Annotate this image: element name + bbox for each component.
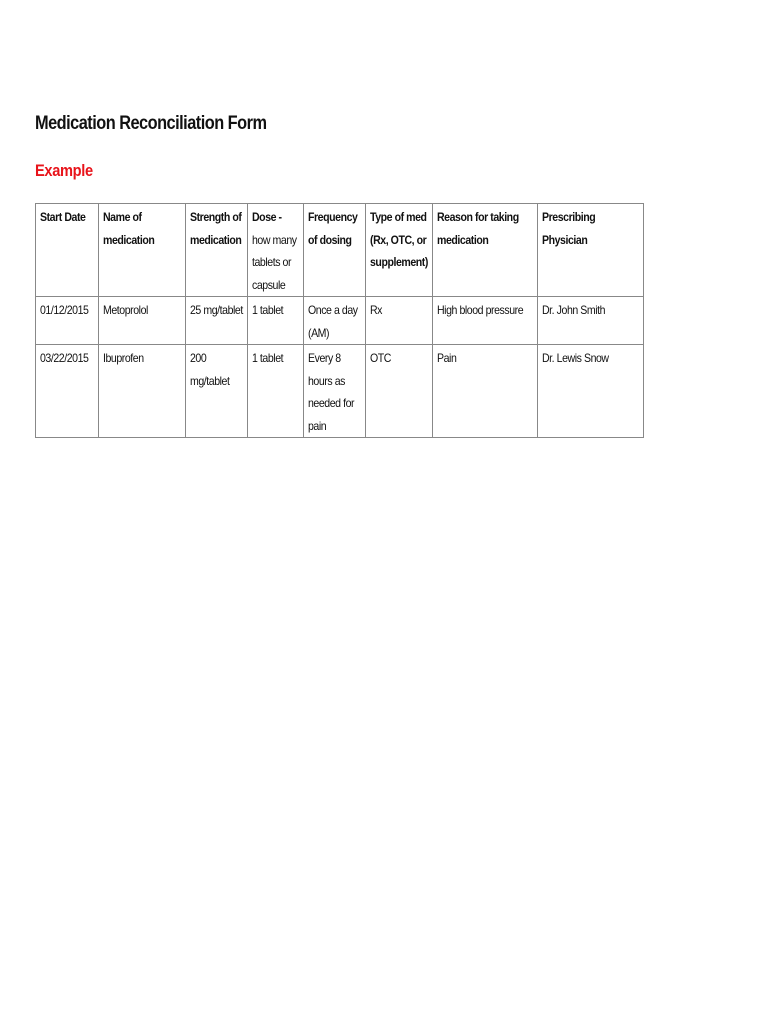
header-dose [248, 204, 304, 297]
cell-frequency: Every 8 hours as needed for pain [304, 345, 366, 438]
table-row [36, 297, 644, 345]
page-title: Medication Reconciliation Form [35, 113, 267, 134]
cell-strength: 200 mg/tablet [186, 345, 248, 438]
cell-dose: 1 tablet [248, 297, 304, 345]
table-row [36, 345, 644, 438]
header-strength: Strength of medication [186, 204, 248, 297]
header-reason: Reason for taking medication [433, 204, 538, 297]
cell-name: Metoprolol [99, 297, 186, 345]
cell-type: OTC [366, 345, 433, 438]
header-type: Type of med (Rx, OTC, or supplement) [366, 204, 433, 297]
header-physician: Prescribing Physician [538, 204, 644, 297]
cell-reason: High blood pressure [433, 297, 538, 345]
cell-name: Ibuprofen [99, 345, 186, 438]
table-header-row [36, 204, 644, 297]
header-dose-bold: Dose - [252, 210, 282, 224]
cell-strength: 25 mg/tablet [186, 297, 248, 345]
header-frequency: Frequency of dosing [304, 204, 366, 297]
cell-start-date: 01/12/2015 [36, 297, 99, 345]
cell-dose: 1 tablet [248, 345, 304, 438]
cell-type: Rx [366, 297, 433, 345]
cell-physician: Dr. Lewis Snow [538, 345, 644, 438]
cell-reason: Pain [433, 345, 538, 438]
header-name: Name of medication [99, 204, 186, 297]
header-start-date: Start Date [36, 204, 99, 297]
cell-start-date: 03/22/2015 [36, 345, 99, 438]
cell-physician: Dr. John Smith [538, 297, 644, 345]
medication-table [35, 203, 644, 438]
header-dose-detail: how many tablets or capsule [252, 232, 297, 292]
example-label: Example [35, 161, 93, 180]
cell-frequency: Once a day (AM) [304, 297, 366, 345]
